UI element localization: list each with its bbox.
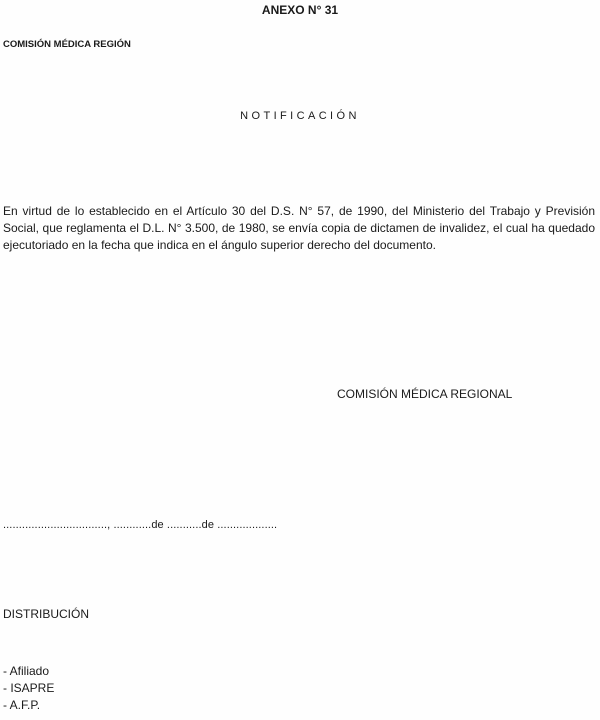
commission-region-label: COMISIÓN MÉDICA REGIÓN bbox=[3, 39, 131, 50]
distribution-item-isapre: - ISAPRE bbox=[3, 681, 55, 695]
distribution-item-afp: - A.F.P. bbox=[3, 698, 41, 712]
distribution-item-afiliado: - Afiliado bbox=[3, 664, 50, 678]
notification-body: En virtud de lo establecido en el Artículo 30 del D.S. N° 57, de 1990, del Ministerio del Trabajo y Previsión Social, que reglamenta el D.L. N° 3.500, de 1980, se envía copia de dictamen de invalidez, el cual ha quedado ejecutoriado en la fecha que indica en el ángulo superior derecho del documento. bbox=[3, 204, 595, 252]
signature-label: COMISIÓN MÉDICA REGIONAL bbox=[337, 387, 513, 401]
date-line: ................................., ............de ...........de ................... bbox=[3, 519, 278, 531]
distribution-title: DISTRIBUCIÓN bbox=[3, 607, 90, 621]
annex-title: ANEXO N° 31 bbox=[261, 3, 339, 17]
notification-title: NOTIFICACIÓN bbox=[240, 110, 360, 122]
distribution-list bbox=[3, 663, 54, 714]
